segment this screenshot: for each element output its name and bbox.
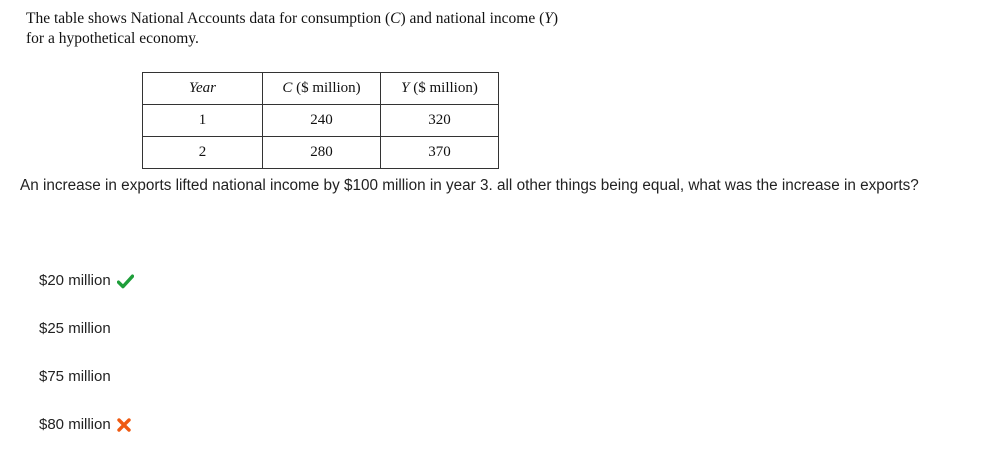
header-consumption	[263, 73, 381, 105]
option-label: $75 million	[39, 368, 111, 385]
header-y-var: Y	[401, 80, 410, 96]
cell-income: 370	[381, 137, 499, 169]
header-year: Year	[143, 73, 263, 105]
cell-year: 1	[143, 105, 263, 137]
option-label: $80 million	[39, 416, 111, 433]
intro-text-3: )	[552, 10, 559, 27]
option-label: $25 million	[39, 320, 111, 337]
question-intro	[26, 9, 646, 49]
cell-consumption: 280	[263, 137, 381, 169]
answer-option-1[interactable]	[39, 271, 134, 291]
table-header-row	[143, 73, 499, 105]
intro-text-4: for a hypothetical economy.	[26, 30, 199, 47]
answer-option-4[interactable]	[39, 415, 131, 435]
answer-option-3[interactable]	[39, 367, 111, 387]
header-c-var: C	[282, 80, 293, 96]
header-y-unit: ($ million)	[409, 80, 478, 96]
intro-text-1: The table shows National Accounts data for consumption (	[26, 10, 391, 27]
intro-text-2: ) and national income (	[400, 10, 545, 27]
variable-c: C	[390, 10, 401, 27]
variable-y: Y	[544, 10, 553, 27]
cell-year: 2	[143, 137, 263, 169]
cross-icon	[117, 418, 131, 432]
answer-option-2[interactable]	[39, 319, 111, 339]
table-row	[143, 137, 499, 169]
question-text: An increase in exports lifted national income by $100 million in year 3. all other things being equal, what was the increase in exports?	[20, 177, 919, 194]
header-c-unit: ($ million)	[292, 80, 361, 96]
national-accounts-table	[142, 72, 499, 169]
cell-consumption: 240	[263, 105, 381, 137]
cell-income: 320	[381, 105, 499, 137]
check-icon	[117, 274, 134, 289]
header-income	[381, 73, 499, 105]
option-label: $20 million	[39, 272, 111, 289]
table-row	[143, 105, 499, 137]
